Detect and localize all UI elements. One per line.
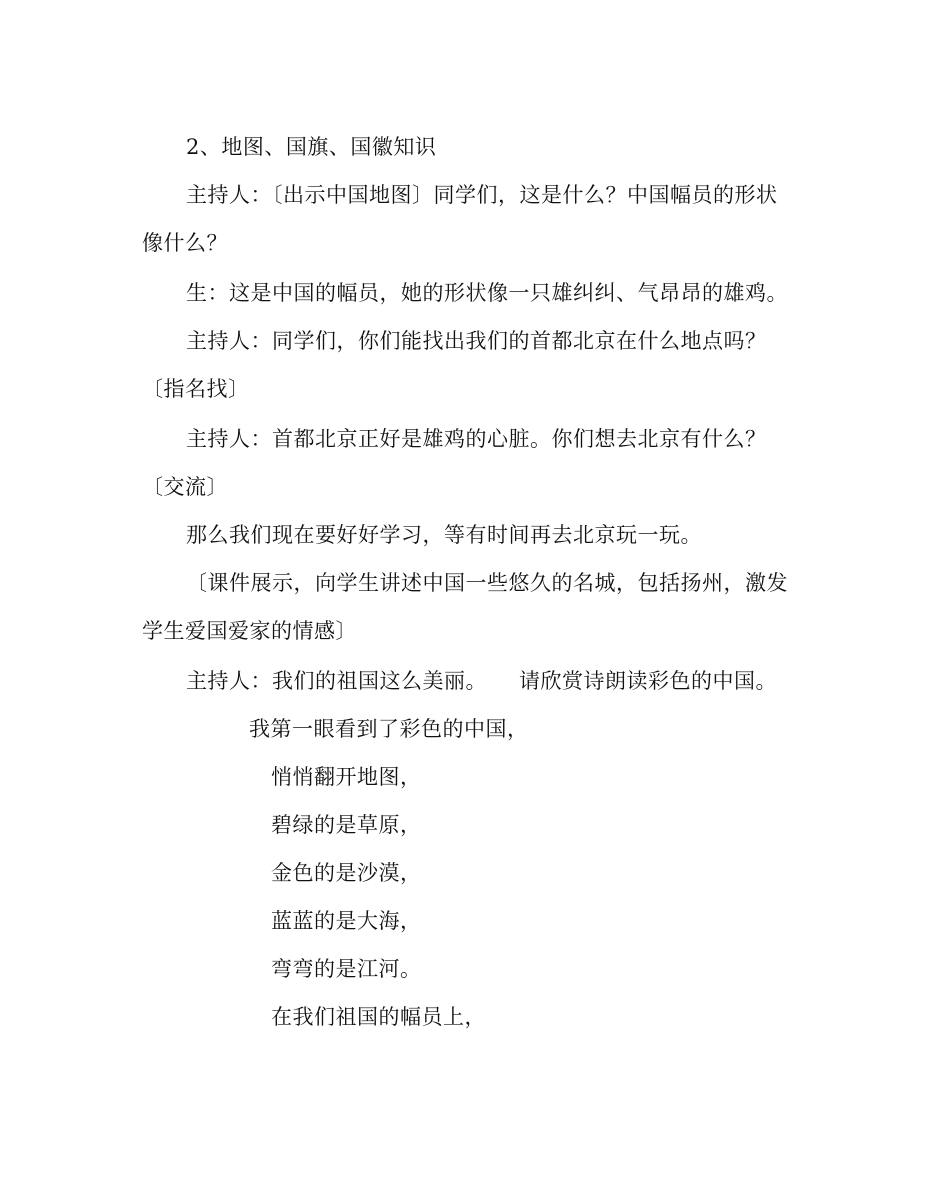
paragraph-courseware-line2: 学生爱国爱家的情感〕 [142,619,357,643]
paragraph-host-beautiful [186,666,777,696]
paragraph-courseware-line1: 〔课件展示，向学生讲述中国一些悠久的名城，包括扬州，激发 [186,571,788,595]
poem-line: 悄悄翻开地图， [271,765,422,789]
poem-line: 金色的是沙漠， [271,861,422,885]
poem-line: 蓝蓝的是大海， [271,909,422,933]
paragraph-host-capital-line1: 主持人：同学们，你们能找出我们的首都北京在什么地点吗？ [186,329,767,353]
poem-line: 我第一眼看到了彩色的中国， [249,717,529,741]
paragraph-host-heart-line1: 主持人：首都北京正好是雄鸡的心脏。你们想去北京有什么？ [186,427,767,451]
paragraph-student-answer: 生：这是中国的幅员，她的形状像一只雄纠纠、气昂昂的雄鸡。 [186,281,788,305]
poem-line: 碧绿的是草原， [271,813,422,837]
paragraph-study: 那么我们现在要好好学习，等有时间再去北京玩一玩。 [186,523,702,547]
paragraph-host-map-line2: 像什么？ [142,231,228,255]
poem-line: 弯弯的是江河。 [271,957,422,981]
paragraph-host-map-line1: 主持人：〔出示中国地图〕同学们，这是什么？中国幅员的形状 [186,183,778,207]
paragraph-host-heart-line2: 〔交流〕 [142,475,228,499]
section-heading: 2、地图、国旗、国徽知识 [186,135,437,159]
poem-line: 在我们祖国的幅员上， [271,1005,486,1029]
host-beautiful-part1: 主持人：我们的祖国这么美丽。 [186,669,487,693]
host-beautiful-part2: 请欣赏诗朗读彩色的中国。 [519,669,777,693]
paragraph-host-capital-line2: 〔指名找〕 [142,377,250,401]
